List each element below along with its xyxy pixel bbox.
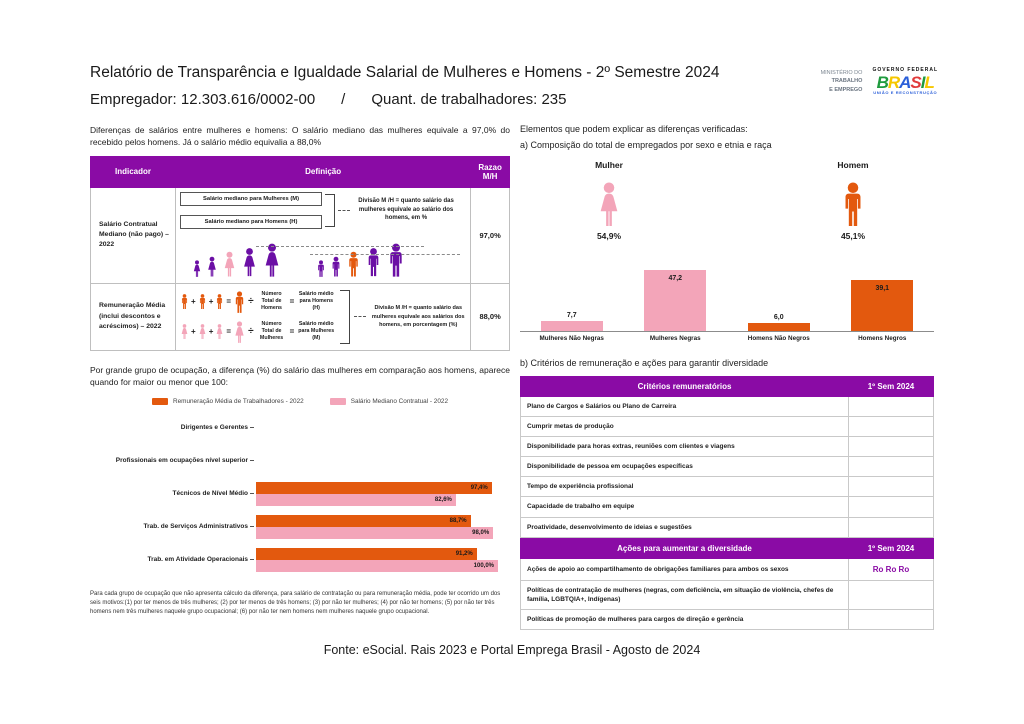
governo-federal-label: GOVERNO FEDERAL [872,67,938,73]
hbar-category-label: Profissionais em ocupações nível superior [115,456,248,464]
criteria-label: Proatividade, desenvolvimento de ideias e sugestões [521,517,849,537]
bar-value-label: 98,0% [472,529,490,536]
male-icon [316,260,326,277]
axis-tick [250,493,254,494]
col-header-definicao: Definição [176,156,471,187]
definition-cell [176,187,471,283]
median-pictogram [192,237,466,277]
bar-category-label: Mulheres Não Negras [539,335,604,342]
female-icon [233,321,246,343]
brasil-tagline: UNIÃO E RECONSTRUÇÃO [873,89,938,95]
male-icon [198,294,207,309]
salary-difference-intro: Diferenças de salários entre mulheres e homens: O salário mediano das mulheres equivale a 97,0% do recebido pelos homens. Já o salário médio equivalia a 88,0% [90,125,510,148]
division-explanation: Divisão M /H = quanto salário das mulheres equivale aos salários dos homens, em porcentagem (%) [371,305,465,328]
male-label: Homem [837,160,869,170]
female-icon [206,256,218,277]
indicator-table [90,156,510,351]
family-sharing-icons: Ro Ro Ro [872,564,910,574]
bracket-arm [338,210,350,211]
bar [256,527,493,539]
legend-label: Remuneração Média de Trabalhadores - 2022 [172,398,304,406]
bar-value-label: 91,2% [455,550,473,557]
table-row [521,437,934,457]
men-result-label: Salário médio para Homens (H) [298,291,334,312]
table-row [521,558,934,580]
brasil-letter: A [899,72,911,92]
occupation-intro: Por grande grupo de ocupação, a diferença (%) do salário das mulheres em comparação aos homens, aparece quando for maior ou menor que 100: [90,364,510,387]
bracket-arm [354,316,366,317]
women-divisor-label: Número Total de Mulheres [259,321,284,342]
criteria-value [849,437,934,457]
male-icon [180,294,189,309]
criteria-label: Disponibilidade de pessoa em ocupações específicas [521,457,849,477]
bracket-shape [340,290,350,344]
bar-category-label: Mulheres Negras [649,335,701,342]
hbar-row [90,510,510,543]
bar-value-label: 88,7% [449,517,467,524]
occupation-bar-chart [90,411,510,576]
brasil-letter: S [910,72,921,92]
bar-value-label: 82,6% [434,496,452,503]
female-icon [198,324,207,339]
vbar-group [520,312,624,331]
equals-sign: = [289,327,295,337]
ratio-value: 97,0% [471,187,510,283]
table-header-row [521,377,934,397]
hbar-category-label: Trab. de Serviços Administrativos [143,522,248,530]
equals-sign: = [226,327,232,337]
bar-category-label: Homens Não Negros [747,335,810,342]
dashed-connector [310,254,460,255]
right-column [520,124,934,630]
plus-sign: + [191,297,196,307]
table-header-row [521,538,934,558]
criteria-header: Critérios remuneratórios [521,377,849,397]
col-header-razao: Razao M/H [471,156,510,187]
hbar-row [90,444,510,477]
action-label: Políticas de promoção de mulheres para cargos de direção e gerência [521,610,849,630]
equals-sign: = [226,297,232,307]
government-logo [821,68,938,95]
actions-table [520,538,934,630]
axis-tick [250,526,254,527]
female-stack [580,160,638,241]
criteria-value [849,497,934,517]
female-label: Mulher [595,160,623,170]
legend-item [330,398,448,405]
ministry-line: E EMPREGO [829,86,863,93]
source-footer: Fonte: eSocial. Rais 2023 e Portal Emprega Brasil - Agosto de 2024 [323,642,701,657]
axis-tick [250,427,254,428]
criteria-value [849,397,934,417]
hbar-category-label: Trab. em Atividade Operacionais [147,555,248,563]
bar-category-label: Homens Negros [858,335,907,342]
sex-composition [520,154,934,241]
period-header: 1º Sem 2024 [849,538,934,558]
criteria-label: Cumprir metas de produção [521,417,849,437]
vbar-group [727,314,831,331]
table-row [521,610,934,630]
legend-swatch-orange [152,398,168,405]
brasil-letter: I [920,72,925,92]
female-icon [192,260,202,277]
table-row [521,397,934,417]
ministry-name [821,69,863,94]
male-icon [330,256,342,277]
female-icon [180,324,189,339]
female-icon [215,324,224,339]
page-title: Relatório de Transparência e Igualdade Salarial de Mulheres e Homens - 2º Semestre 2024 [90,64,720,81]
action-value [849,580,934,609]
criteria-value [849,517,934,537]
criteria-value [849,417,934,437]
report-header [90,64,938,108]
table-row [521,417,934,437]
employer-line [90,91,784,108]
brasil-letter: R [887,72,900,92]
divide-sign: ÷ [248,326,254,338]
actions-header: Ações para aumentar a diversidade [521,538,849,558]
female-percentage: 54,9% [596,231,622,241]
action-value [849,610,934,630]
bar [256,494,456,506]
criteria-value [849,457,934,477]
criteria-label: Tempo de experiência profissional [521,477,849,497]
chart-legend [90,398,510,405]
female-icon [262,243,282,277]
criteria-label: Plano de Cargos e Salários ou Plano de Carreira [521,397,849,417]
action-label: Ações de apoio ao compartilhamento de obrigações familiares para ambos os sexos [521,558,849,580]
plus-sign: + [208,327,214,337]
hbar-category-label: Dirigentes e Gerentes [180,423,248,431]
race-gender-bar-chart [520,255,934,342]
legend-item [152,398,304,405]
criteria-table [520,376,934,538]
separator: / [341,91,346,108]
ministry-line: MINISTÉRIO DO [820,70,863,77]
male-icon [215,294,224,309]
bar-value-label: 6,0 [773,314,784,321]
hbar-row [90,411,510,444]
bar-value-label: 47,2 [668,275,683,282]
table-row [521,457,934,477]
table-row [521,497,934,517]
criteria-label: Disponibilidade para horas extras, reuniões com clientes e viagens [521,437,849,457]
female-icon-highlight [222,251,237,277]
divide-sign: ÷ [248,296,254,308]
bar [256,548,477,560]
male-icon [838,182,868,226]
hbar-row [90,477,510,510]
bar-value-label: 7,7 [566,312,577,319]
median-women-box: Salário mediano para Mulheres (M) [180,192,322,206]
indicator-name: Remuneração Média (inclui descontos e acréscimos) – 2022 [91,283,176,350]
women-average-formula [180,321,336,343]
section-a-title: a) Composição do total de empregados por sexo e etnia e raça [520,140,772,150]
col-header-indicador: Indicador [91,156,176,187]
hbar-category-label: Técnicos de Nível Médio [172,489,248,497]
criteria-value [849,477,934,497]
male-stack [824,160,882,241]
workers-count: Quant. de trabalhadores: 235 [371,91,567,108]
bar-value-label: 39,1 [875,285,890,292]
plus-sign: + [208,297,214,307]
brasil-letter: B [876,72,888,92]
bar [256,515,471,527]
axis-tick [250,460,254,461]
equals-sign: = [289,297,295,307]
women-result-label: Salário médio para Mulheres (M) [298,321,335,342]
bar [256,482,492,494]
criteria-label: Capacidade de trabalho em equipe [521,497,849,517]
table-row [521,580,934,609]
period-header: 1º Sem 2024 [849,377,934,397]
bar-value-label: 100,0% [473,562,494,569]
brasil-letter: L [924,72,934,92]
brasil-logo [872,68,938,95]
female-icon [241,247,258,277]
definition-cell [176,283,471,350]
brasil-wordmark [872,74,938,91]
vbar-group [831,285,935,331]
table-row [91,283,510,350]
bracket-shape [325,194,335,227]
legend-swatch-pink [330,398,346,405]
section-b-title: b) Critérios de remuneração e ações para garantir diversidade [520,358,769,368]
table-row [91,187,510,283]
division-explanation: Divisão M /H = quanto salário das mulheres equivale ao salário dos homens, em % [358,198,454,222]
legend-label: Salário Mediano Contratual - 2022 [350,398,449,406]
ratio-value: 88,0% [471,283,510,350]
male-icon [233,291,246,313]
explain-title: Elementos que podem explicar as diferenças verificadas: [520,124,748,134]
bar-value-label: 97,4% [470,484,488,491]
methodology-footnote: Para cada grupo de ocupação que não apresenta cálculo da diferença, para salário de contratação ou para remuneração média, pode ter ocorrido um dos seis motivos:(1) por ter menos de três mulheres; (2) por ter menos de três homens; (3) por não ter mulheres; (4) por não ter homens; (5) por não ter três homens nem três mulheres naquele grupo ocupacional; (6) por não ter nem homens nem mulheres naquele grupo ocupacional. [90,591,501,615]
vbar-group [624,275,728,331]
ministry-line: TRABALHO [831,78,863,85]
table-row [521,477,934,497]
table-header-row [91,156,510,187]
action-label: Políticas de contratação de mulheres (negras, com deficiência, em situação de violência, chefes de família, LGBTQIA+, Indígenas) [521,580,849,609]
left-column [90,124,510,630]
bar [256,560,498,572]
axis-tick [250,559,254,560]
median-men-box: Salário mediano para Homens (H) [180,215,322,229]
bar [541,321,603,331]
men-divisor-label: Número Total de Homens [261,291,283,312]
male-percentage: 45,1% [840,231,866,241]
female-icon [592,182,626,226]
dashed-connector [256,246,424,247]
men-average-formula [180,291,336,313]
male-icon [365,247,382,277]
table-row [521,517,934,537]
plus-sign: + [191,327,196,337]
indicator-name: Salário Contratual Mediano (não pago) – 2022 [91,187,176,283]
male-icon [386,243,406,277]
bar [748,323,810,331]
employer-id: Empregador: 12.303.616/0002-00 [90,91,316,108]
hbar-row [90,543,510,576]
